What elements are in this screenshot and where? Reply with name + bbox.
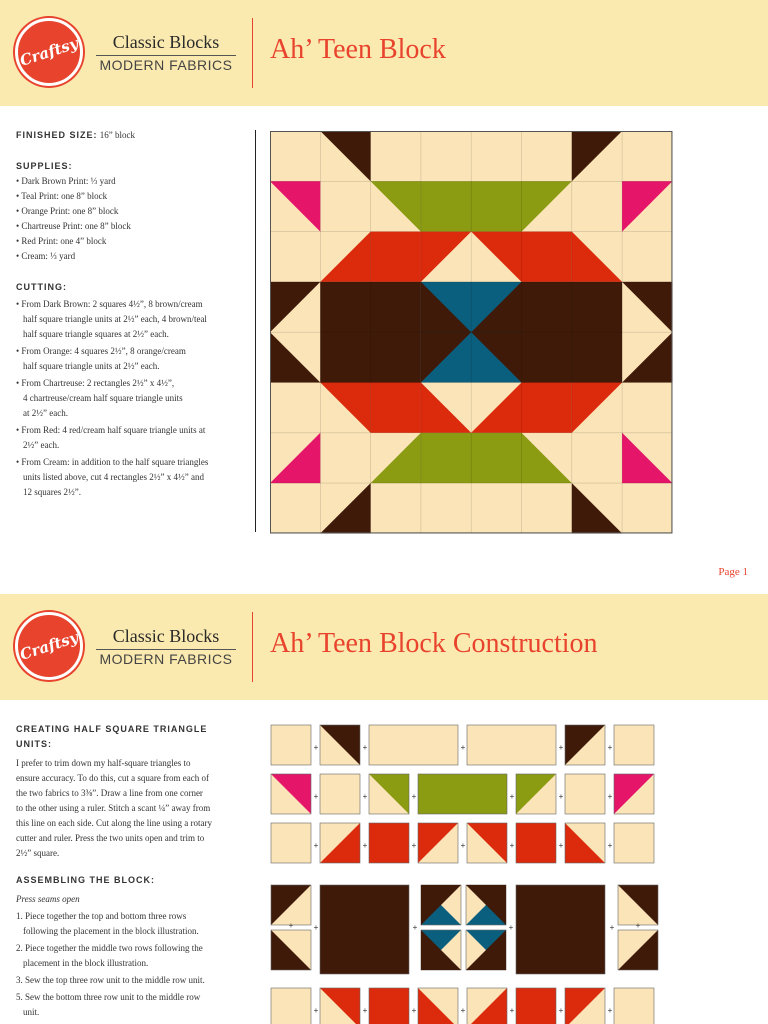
cutting-item-line: • From Red: 4 red/cream half square triangle units at (16, 425, 206, 435)
finished-size (16, 128, 246, 143)
assembly-step-line: 1. Piece together the top and bottom three rows (16, 911, 187, 921)
unit-red-square (369, 823, 409, 863)
hst-heading: CREATING HALF SQUARE TRIANGLE UNITS: (16, 724, 208, 749)
logo-text: Craftsy (17, 34, 81, 70)
cutting-heading: CUTTING: (16, 282, 67, 292)
assembly-step-line: unit. (23, 1007, 40, 1017)
unit-cream (271, 823, 311, 863)
brand-top-text: Classic Blocks (112, 32, 220, 52)
plus-sign: + (288, 921, 294, 930)
plus-sign: + (362, 743, 368, 752)
cutting-item-line: • From Orange: 4 squares 2½”, 8 orange/cream (16, 346, 186, 356)
plus-sign: + (607, 792, 613, 801)
unit-green-rect (418, 774, 507, 814)
unit-red-square (516, 988, 556, 1024)
plus-sign: + (558, 792, 564, 801)
cutting-item-line: half square triangle squares at 2½” each. (23, 329, 169, 339)
assembly-step-line: 3. Sew the top three row unit to the middle row unit. (16, 975, 205, 985)
cutting-item-line: units listed above, cut 4 rectangles 2½” x 4½” and (23, 472, 204, 482)
cutting-item-line: half square triangle units at 2½” each, 4 brown/teal (23, 314, 207, 324)
supplies-list (16, 174, 246, 264)
brand-bottom-text: MODERN FABRICS (99, 57, 233, 73)
supply-item: • Red Print: one 4” block (16, 236, 107, 246)
hst-line: cutter and ruler. Press the two units open and trim to (16, 833, 205, 843)
block-divider (255, 130, 256, 532)
cutting-item (16, 423, 246, 453)
assembly-step (16, 973, 246, 988)
plus-sign: + (313, 923, 319, 932)
plus-sign: + (635, 921, 641, 930)
cutting-item-line: • From Chartreuse: 2 rectangles 2½” x 4½”, (16, 378, 175, 388)
page1-title: Ah’ Teen Block (270, 34, 446, 65)
cutting-item (16, 344, 246, 374)
page2-text-column (16, 722, 246, 1020)
cutting-item-line: 4 chartreuse/cream half square triangle units (23, 393, 183, 403)
plus-sign: + (313, 743, 319, 752)
plus-sign: + (558, 841, 564, 850)
assembling-heading: ASSEMBLING THE BLOCK: (16, 875, 155, 885)
construction-diagram (266, 720, 666, 1024)
cutting-list (16, 297, 246, 500)
finished-size-label: FINISHED SIZE: (16, 130, 98, 140)
hst-line: the two fabrics to 3⅜”. Draw a line from one corner (16, 788, 203, 798)
press-note: Press seams open (16, 894, 80, 904)
assembly-step-line: 5. Sew the bottom three row unit to the middle row (16, 992, 201, 1002)
plus-sign: + (508, 923, 514, 932)
page1-text-column (16, 128, 246, 500)
cutting-item (16, 455, 246, 500)
plus-sign: + (362, 841, 368, 850)
cutting-item-line: 2½” each. (23, 440, 60, 450)
page-number: Page 1 (718, 566, 748, 578)
plus-sign: + (609, 923, 615, 932)
assembly-step (16, 941, 246, 971)
block-illustration (270, 131, 673, 534)
plus-sign: + (558, 1006, 564, 1015)
finished-size-value: 16” block (99, 130, 136, 140)
brand-divider (96, 649, 236, 650)
block-patch-red (371, 232, 421, 282)
plus-sign: + (362, 792, 368, 801)
plus-sign: + (313, 1006, 319, 1015)
plus-sign: + (558, 743, 564, 752)
brand-divider (96, 55, 236, 56)
page2-title: Ah’ Teen Block Construction (270, 628, 598, 659)
supply-item: • Chartreuse Print: one 8” block (16, 221, 131, 231)
hst-line: I prefer to trim down my half-square triangles to (16, 758, 191, 768)
page2-header (0, 594, 768, 700)
cutting-item-line: • From Cream: in addition to the half square triangles (16, 457, 209, 467)
block-patch-red (371, 383, 421, 433)
plus-sign: + (313, 792, 319, 801)
supplies-heading: SUPPLIES: (16, 161, 73, 171)
header-separator (252, 612, 253, 682)
hst-line: to the other using a ruler. Stitch a scant ¼” away from (16, 803, 211, 813)
unit-cream (614, 725, 654, 765)
plus-sign: + (460, 743, 466, 752)
unit-cream (320, 774, 360, 814)
cutting-item (16, 297, 246, 342)
logo-text: Craftsy (17, 628, 81, 664)
cutting-item-line: 12 squares 2½”. (23, 487, 81, 497)
hst-instructions (16, 756, 246, 861)
unit-cream (614, 823, 654, 863)
assembly-step (16, 909, 246, 939)
unit-cream (271, 988, 311, 1024)
plus-sign: + (509, 792, 515, 801)
unit-cream (614, 988, 654, 1024)
supply-item: • Dark Brown Print: ⅓ yard (16, 176, 116, 186)
hst-line: this line on each side. Cut along the line using a rotary (16, 818, 212, 828)
unit-brown-square (320, 885, 409, 974)
assembly-steps (16, 909, 246, 1020)
plus-sign: + (607, 841, 613, 850)
brand-bottom-text: MODERN FABRICS (99, 651, 233, 667)
plus-sign: + (607, 1006, 613, 1015)
craftsy-logo (15, 18, 83, 86)
page1-header (0, 0, 768, 106)
unit-cream-rect (467, 725, 556, 765)
supply-item: • Teal Print: one 8” block (16, 191, 108, 201)
unit-brown-square (516, 885, 605, 974)
cutting-item (16, 376, 246, 421)
assembly-step-line: following the placement in the block illustration. (23, 926, 199, 936)
craftsy-logo (15, 612, 83, 680)
plus-sign: + (313, 841, 319, 850)
unit-red-square (516, 823, 556, 863)
plus-sign: + (460, 1006, 466, 1015)
hst-line: ensure accuracy. To do this, cut a square from each of (16, 773, 210, 783)
header-separator (252, 18, 253, 88)
plus-sign: + (411, 841, 417, 850)
cutting-item-line: half square triangle units at 2½” each. (23, 361, 160, 371)
supply-item: • Orange Print: one 8” block (16, 206, 119, 216)
unit-cream (271, 725, 311, 765)
plus-sign: + (509, 1006, 515, 1015)
plus-sign: + (411, 792, 417, 801)
unit-cream-rect (369, 725, 458, 765)
plus-sign: + (411, 1006, 417, 1015)
assembly-step (16, 990, 246, 1020)
plus-sign: + (607, 743, 613, 752)
unit-red-square (369, 988, 409, 1024)
block-patch-red (522, 383, 572, 433)
assembly-step-line: 2. Piece together the middle two rows following the (16, 943, 203, 953)
hst-line: 2½” square. (16, 848, 60, 858)
brand-top-text: Classic Blocks (112, 626, 220, 646)
supply-item: • Cream: ⅓ yard (16, 251, 76, 261)
plus-sign: + (362, 1006, 368, 1015)
plus-sign: + (412, 923, 418, 932)
plus-sign: + (460, 841, 466, 850)
plus-sign: + (509, 841, 515, 850)
cutting-item-line: at 2½” each. (23, 408, 68, 418)
block-patch-red (522, 232, 572, 282)
cutting-item-line: • From Dark Brown: 2 squares 4½”, 8 brown/cream (16, 299, 203, 309)
assembly-step-line: placement in the block illustration. (23, 958, 149, 968)
unit-cream (565, 774, 605, 814)
